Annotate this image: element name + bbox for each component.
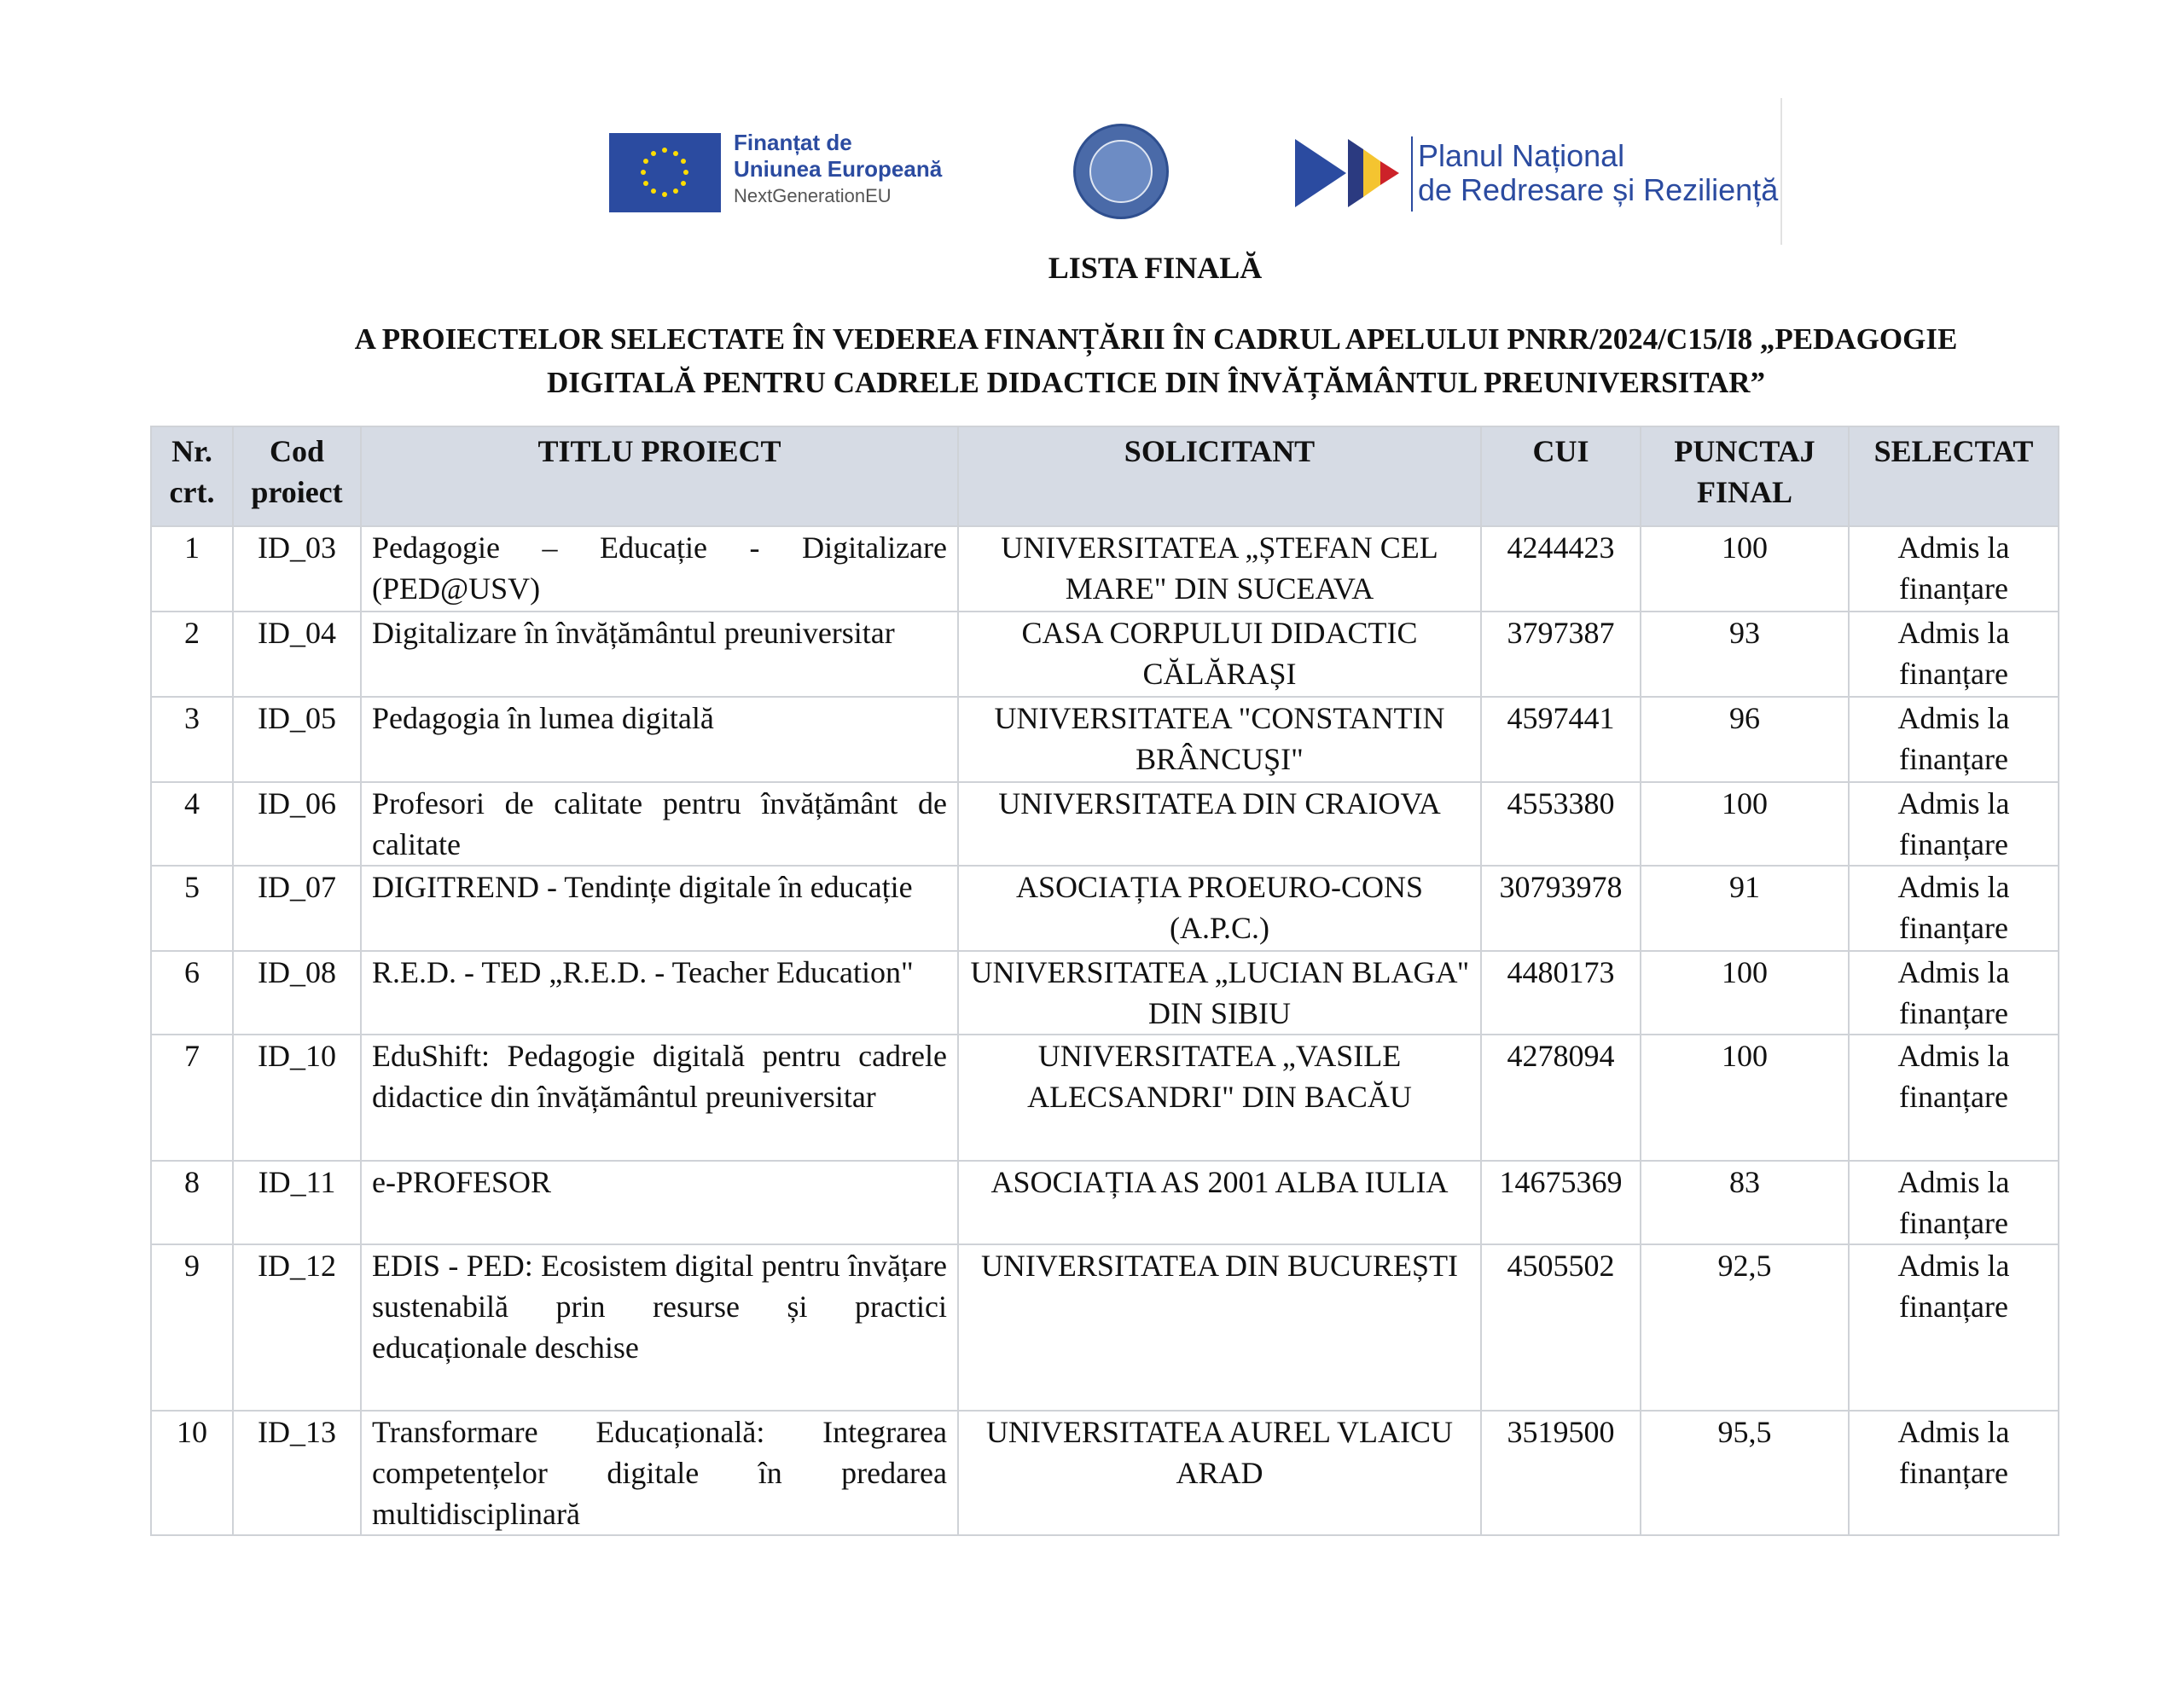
cell-cod: ID_04 <box>233 612 361 697</box>
table-row <box>151 1411 2059 1535</box>
cell-cui: 4278094 <box>1481 1035 1641 1161</box>
cell-cui: 4597441 <box>1481 697 1641 782</box>
table-row <box>151 1244 2059 1411</box>
table-row <box>151 526 2059 612</box>
header-solicitant: SOLICITANT <box>958 426 1481 526</box>
cell-nr: 9 <box>151 1244 233 1411</box>
cell-nr: 7 <box>151 1035 233 1161</box>
cell-solicitant: CASA CORPULUI DIDACTIC CĂLĂRAȘI <box>958 612 1481 697</box>
cell-titlu: Profesori de calitate pentru învățământ de calitate <box>361 782 958 866</box>
cell-solicitant: UNIVERSITATEA „VASILE ALECSANDRI" DIN BACĂU <box>958 1035 1481 1161</box>
cell-solicitant: UNIVERSITATEA „ȘTEFAN CEL MARE" DIN SUCEAVA <box>958 526 1481 612</box>
cell-cod: ID_05 <box>233 697 361 782</box>
cell-nr: 4 <box>151 782 233 866</box>
cell-titlu: R.E.D. - TED „R.E.D. - Teacher Education" <box>361 951 958 1035</box>
table-row <box>151 782 2059 866</box>
subtitle-line2: DIGITALĂ PENTRU CADRELE DIDACTICE DIN ÎNVĂȚĂMÂNTUL PREUNIVERSITAR” <box>546 366 1766 399</box>
cell-nr: 5 <box>151 866 233 951</box>
cell-selectat: Admis la finanțare <box>1849 1411 2059 1535</box>
header-nr: Nr. crt. <box>151 426 233 526</box>
cell-titlu: EduShift: Pedagogie digitală pentru cadrele didactice din învățământul preuniversitar <box>361 1035 958 1161</box>
header-punctaj: PUNCTAJ FINAL <box>1641 426 1849 526</box>
pnrr-text-line1: Planul Național <box>1418 138 1625 173</box>
cell-punctaj: 100 <box>1641 782 1849 866</box>
cell-cui: 14675369 <box>1481 1161 1641 1244</box>
cell-cod: ID_06 <box>233 782 361 866</box>
cell-titlu: EDIS - PED: Ecosistem digital pentru învățare sustenabilă prin resurse și practici educaționale deschise <box>361 1244 958 1411</box>
eu-flag-logo <box>609 133 721 212</box>
table-row <box>151 1035 2059 1161</box>
header-titlu: TITLU PROIECT <box>361 426 958 526</box>
cell-cui: 4244423 <box>1481 526 1641 612</box>
cell-titlu: Transformare Educațională: Integrarea competențelor digitale în predarea multidisciplinară <box>361 1411 958 1535</box>
cell-punctaj: 95,5 <box>1641 1411 1849 1535</box>
cell-solicitant: ASOCIAȚIA PROEURO-CONS (A.P.C.) <box>958 866 1481 951</box>
cell-cod: ID_13 <box>233 1411 361 1535</box>
cell-selectat: Admis la finanțare <box>1849 866 2059 951</box>
eu-text-line2: Uniunea Europeană <box>734 156 943 182</box>
cell-punctaj: 96 <box>1641 697 1849 782</box>
cell-selectat: Admis la finanțare <box>1849 951 2059 1035</box>
cell-nr: 6 <box>151 951 233 1035</box>
eu-text-line1: Finanțat de <box>734 130 852 155</box>
cell-cui: 4553380 <box>1481 782 1641 866</box>
pnrr-text-line2: de Redresare și Reziliență <box>1418 172 1779 207</box>
header-divider <box>1780 98 1782 245</box>
table-row <box>151 697 2059 782</box>
cell-titlu: DIGITREND - Tendințe digitale în educație <box>361 866 958 951</box>
cell-cod: ID_07 <box>233 866 361 951</box>
cell-selectat: Admis la finanțare <box>1849 1035 2059 1161</box>
cell-cod: ID_03 <box>233 526 361 612</box>
cell-solicitant: UNIVERSITATEA DIN CRAIOVA <box>958 782 1481 866</box>
cell-punctaj: 92,5 <box>1641 1244 1849 1411</box>
cell-cui: 3519500 <box>1481 1411 1641 1535</box>
cell-titlu: Digitalizare în învățământul preuniversitar <box>361 612 958 697</box>
table-row <box>151 951 2059 1035</box>
cell-selectat: Admis la finanțare <box>1849 612 2059 697</box>
pnrr-arrows-logo <box>1295 139 1406 212</box>
cell-solicitant: UNIVERSITATEA DIN BUCUREȘTI <box>958 1244 1481 1411</box>
table-header-row <box>151 426 2059 526</box>
cell-selectat: Admis la finanțare <box>1849 1161 2059 1244</box>
cell-cui: 30793978 <box>1481 866 1641 951</box>
cell-nr: 2 <box>151 612 233 697</box>
cell-cod: ID_08 <box>233 951 361 1035</box>
government-seal-logo <box>1073 124 1169 219</box>
cell-solicitant: UNIVERSITATEA „LUCIAN BLAGA'' DIN SIBIU <box>958 951 1481 1035</box>
cell-titlu: e-PROFESOR <box>361 1161 958 1244</box>
table-row <box>151 1161 2059 1244</box>
cell-punctaj: 100 <box>1641 526 1849 612</box>
pnrr-divider <box>1411 136 1413 212</box>
cell-punctaj: 100 <box>1641 951 1849 1035</box>
cell-solicitant: UNIVERSITATEA "CONSTANTIN BRÂNCUŞI" <box>958 697 1481 782</box>
cell-cui: 4505502 <box>1481 1244 1641 1411</box>
cell-punctaj: 83 <box>1641 1161 1849 1244</box>
document-title: LISTA FINALĂ <box>1048 251 1263 285</box>
cell-selectat: Admis la finanțare <box>1849 782 2059 866</box>
cell-cod: ID_10 <box>233 1035 361 1161</box>
cell-nr: 3 <box>151 697 233 782</box>
cell-cod: ID_12 <box>233 1244 361 1411</box>
projects-table <box>150 426 2059 1536</box>
cell-solicitant: ASOCIAȚIA AS 2001 ALBA IULIA <box>958 1161 1481 1244</box>
cell-cod: ID_11 <box>233 1161 361 1244</box>
cell-nr: 10 <box>151 1411 233 1535</box>
eu-text-line3: NextGenerationEU <box>734 185 892 206</box>
cell-punctaj: 91 <box>1641 866 1849 951</box>
cell-titlu: Pedagogie – Educație - Digitalizare (PED@USV) <box>361 526 958 612</box>
cell-titlu: Pedagogia în lumea digitală <box>361 697 958 782</box>
cell-nr: 1 <box>151 526 233 612</box>
cell-selectat: Admis la finanțare <box>1849 526 2059 612</box>
cell-nr: 8 <box>151 1161 233 1244</box>
subtitle-line1: A PROIECTELOR SELECTATE ÎN VEDEREA FINANȚĂRII ÎN CADRUL APELULUI PNRR/2024/C15/I8 „PEDAGOGIE <box>354 322 1958 356</box>
table-row <box>151 612 2059 697</box>
cell-selectat: Admis la finanțare <box>1849 697 2059 782</box>
cell-cui: 4480173 <box>1481 951 1641 1035</box>
cell-cui: 3797387 <box>1481 612 1641 697</box>
table-row <box>151 866 2059 951</box>
header-cod: Cod proiect <box>233 426 361 526</box>
cell-punctaj: 93 <box>1641 612 1849 697</box>
cell-punctaj: 100 <box>1641 1035 1849 1161</box>
header-cui: CUI <box>1481 426 1641 526</box>
cell-solicitant: UNIVERSITATEA AUREL VLAICU ARAD <box>958 1411 1481 1535</box>
pnrr-text <box>1418 139 1778 207</box>
header-selectat: SELECTAT <box>1849 426 2059 526</box>
cell-selectat: Admis la finanțare <box>1849 1244 2059 1411</box>
document-subtitle <box>307 317 2005 404</box>
eu-funding-text <box>734 130 942 209</box>
